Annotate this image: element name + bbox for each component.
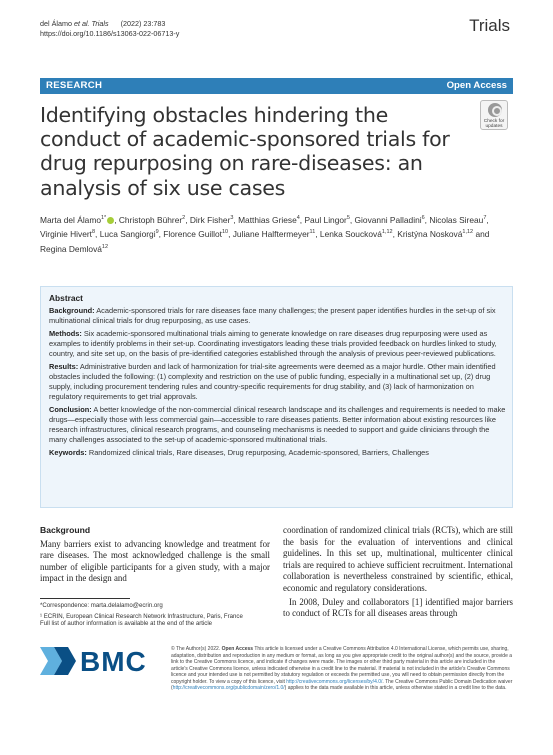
author-name[interactable]: Regina Demlová — [40, 243, 102, 254]
author-list: Marta del Álamo$^{1*}$ , Christoph Bührer$^2$, Dirk Fisher$^3$, Matthias Griese$^4$, Paul Lingor$^5$, Giovanni Palladini$^6$, Nicolas Sireau$^7$, Virginie Hivert$^8$, Luca Sangiorgi$^9$, Florence Guillot$^{10}$, Juliane Halftermeyer$^{11}$, Lenka Soucková$^{1,12}$, Kristýna Nosková$^{1,12}$ and Regina Demlová$^{12}$ — [40, 214, 490, 254]
author-name[interactable]: Nicolas Sireau — [429, 214, 484, 225]
author-affiliation-marker: 2 — [182, 215, 186, 221]
author-affiliation-marker: 1* — [100, 215, 107, 221]
author-name[interactable]: Paul Lingor — [304, 214, 347, 225]
author-affiliation-marker: 1,12 — [381, 229, 393, 236]
authors-and: and — [475, 229, 490, 240]
author-name[interactable]: Florence Guillot — [163, 229, 222, 240]
author-name[interactable]: Lenka Soucková — [319, 229, 382, 240]
background-heading: Background — [40, 525, 91, 535]
author-name[interactable]: Kristýna Nosková — [397, 229, 463, 240]
public-domain-link[interactable]: http://creativecommons.org/publicdomain/zero/1.0/ — [172, 685, 285, 691]
updates-line-1: Check for — [483, 119, 505, 124]
open-access-label: Open Access — [446, 80, 507, 91]
abstract-keywords: Keywords: Randomized clinical trials, Rare diseases, Drug repurposing, Academic-sponsored, Barriers, Challenges — [49, 448, 429, 457]
abstract-conclusion: Conclusion: A better knowledge of the non-commercial clinical research landscape and its challenges and requirements is needed to make drugs—especially those with less commercial gain—accessible to rare diseases patients. Better information about existing resources like research infrastructures, clinical research programs, and counseling mechanisms is needed to support and guide clinicians through the many challenges associated to the set-up of academic-sponsored multinational trials. — [49, 405, 506, 444]
footnote-divider — [40, 598, 130, 599]
author-name[interactable]: Dirk Fisher — [189, 214, 231, 225]
article-title: Identifying obstacles hindering the conduct of academic-sponsored trials for drug repurposing on rare-diseases: an analysis of six use cases — [40, 103, 450, 200]
check-for-updates-label — [481, 119, 507, 129]
author-affiliation-marker: 4 — [296, 215, 300, 221]
author-name[interactable]: Juliane Halftermeyer — [232, 229, 310, 240]
citation-year: (2022) 23:783 — [120, 19, 166, 28]
author-name[interactable]: Luca Sangiorgi — [99, 229, 156, 240]
article-type-label: RESEARCH — [46, 80, 103, 91]
author-name[interactable]: Giovanni Palladini — [354, 214, 422, 225]
abstract-box — [40, 286, 513, 508]
article-type-banner — [40, 78, 513, 94]
citation-authors: del Álamo — [40, 19, 74, 28]
author-affiliation-marker: 12 — [101, 243, 109, 250]
abstract-results: Results: Administrative burden and lack of harmonization for trial-site agreements were deemed as a major hurdle. Other main identified obstacles included the following: (1) complexity and restriction on the use of public funding, especially in a multinational set up, (2) drug supply, including procurement tendering rules and country-specific requirements for drug stability, and (3) lack of harmonization on regulatory requirements to get trial approvals. — [49, 362, 496, 401]
author-affiliation-marker: 8 — [91, 229, 96, 236]
abstract-methods: Methods: Six academic-sponsored multinational trials aiming to generate knowledge on rare diseases drug repurposing were used as examples to identify problems in their set-up. Coordinating investigators leading these trials provided feedback on hurdles linked to study, country, and site set up, on the basis of pre-identified categories established through the analysis of previous peer-reviewed publications. — [49, 329, 497, 358]
affiliation-note: ¹ ECRIN, European Clinical Research Network Infrastructure, Paris, France Full list of author information is available at the end of the article — [40, 612, 243, 628]
author-affiliation-marker: 6 — [421, 215, 425, 221]
check-for-updates-badge[interactable] — [480, 100, 508, 130]
orcid-icon[interactable] — [107, 217, 114, 224]
author-name[interactable]: Christoph Bührer — [118, 214, 183, 225]
journal-name: Trials — [469, 16, 510, 35]
doi-link[interactable]: https://doi.org/10.1186/s13063-022-06713-y — [40, 29, 180, 38]
right-paragraph-1: coordination of randomized clinical trials (RCTs), which are still the basis for the evaluation of interventions and clinical guidelines. In this set up, multinational, multicenter clinical trials are required to achieve sufficient recruitment. International collaboration is nevertheless constrained by scientific, ethical, economic and regulatory considerations. — [283, 525, 513, 593]
body-right-column — [283, 525, 513, 620]
author-affiliation-marker: 9 — [155, 229, 159, 236]
footnotes — [40, 602, 270, 631]
author-name[interactable]: Matthias Griese — [238, 214, 297, 225]
license-text: © The Author(s) 2022. Open Access This article is licensed under a Creative Commons Attribution 4.0 International License, which permits use, sharing, adaptation, distribution and reproduction in any medium or format, as long as you give appropriate credit to the original author(s) and the source, provide a link to the Creative Commons licence, and indicate if changes were made. The images or other third party material in this article are included in the article's Creative Commons licence, unless indicated otherwise in a credit line to the material. If material is not included in the article's Creative Commons licence and your intended use is not permitted by statutory regulation or exceeds the permitted use, you will need to obtain permission directly from the copyright holder. To view a copy of this licence, visit http://creativecommons.org/licenses/by/4.0/. The Creative Commons Public Domain Dedication waiver (http://creativecommons.org/publicdomain/zero/1.0/) applies to the data made available in this article, unless otherwise stated in a credit line to the data. — [171, 646, 513, 691]
author-affiliation-marker: 5 — [346, 215, 350, 221]
bmc-logo-text: BMC — [80, 646, 147, 677]
right-paragraph-2: In 2008, Duley and collaborators [1] identified major barriers to conduct of RCTs for all diseases areas through — [283, 596, 513, 619]
author-affiliation-marker: 1,12 — [462, 229, 474, 236]
citation-line-1 — [40, 19, 179, 29]
author-affiliation-marker: 7 — [483, 215, 487, 221]
abstract-background: Background: Academic-sponsored trials for rare diseases face many challenges; the present paper identifies hurdles in the set-up of six multinational clinical trials for drug repurposing, as use cases. — [49, 306, 496, 325]
license-link[interactable]: http://creativecommons.org/licenses/by/4.0/ — [286, 678, 383, 685]
correspondence-note: *Correspondence: marta.delalamo@ecrin.org — [40, 602, 163, 609]
body-left-column — [40, 525, 270, 585]
author-name[interactable]: Virginie Hivert — [40, 229, 92, 240]
author-affiliation-marker: 11 — [309, 229, 316, 236]
crossmark-icon — [488, 103, 502, 117]
author-name[interactable]: Marta del Álamo — [40, 214, 101, 225]
citation-header — [40, 19, 179, 39]
updates-line-2: updates — [485, 124, 503, 129]
background-paragraph: Many barriers exist to advancing knowledge and treatment for rare diseases. The most acknowledged challenge is the small number of eligible participants for a given study, with a major impact in the design and — [40, 538, 270, 584]
citation-journal: et al. Trials — [73, 19, 109, 28]
abstract-heading: Abstract — [49, 293, 83, 303]
author-affiliation-marker: 3 — [230, 215, 234, 221]
author-affiliation-marker: 10 — [221, 229, 229, 236]
